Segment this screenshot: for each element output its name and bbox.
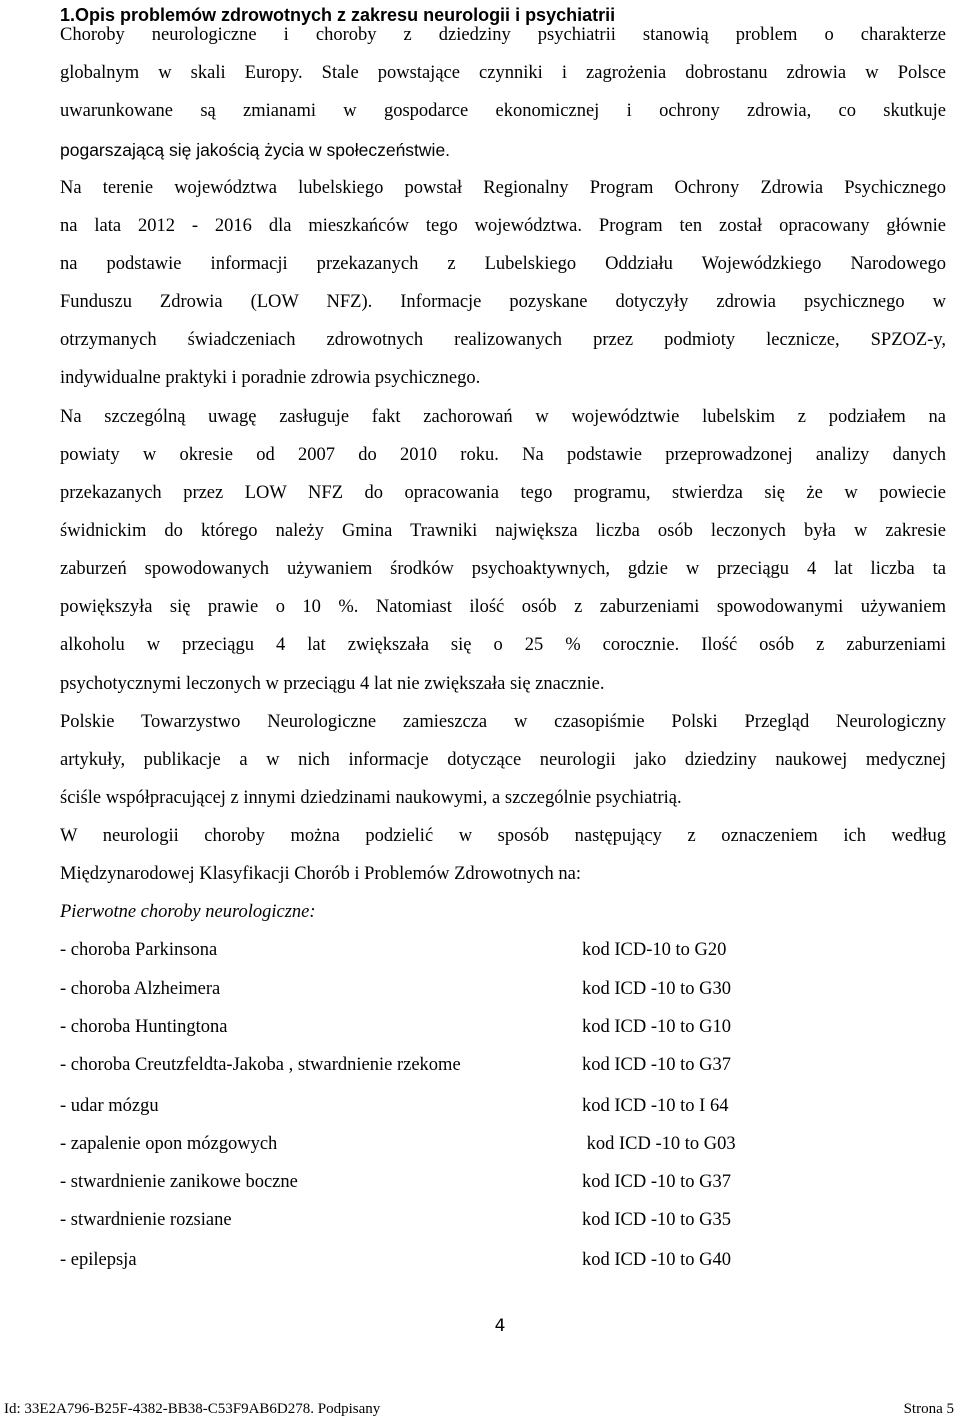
paragraph-2-line: na lata 2012 - 2016 dla mieszkańców tego województwa. Program ten został opracowany głównie — [60, 216, 946, 236]
paragraph-1-line: pogarszającą się jakością życia w społeczeństwie. — [60, 140, 451, 160]
disease-code: kod ICD -10 to G37 — [582, 1055, 732, 1075]
disease-code: kod ICD -10 to G03 — [582, 1134, 736, 1154]
disease-code: kod ICD -10 to G30 — [582, 979, 732, 999]
paragraph-2-line: otrzymanych świadczeniach zdrowotnych realizowanych przez podmioty lecznicze, SPZOZ-y, — [60, 330, 946, 350]
paragraph-2-line: indywidualne praktyki i poradnie zdrowia psychicznego. — [60, 368, 481, 388]
disease-code: kod ICD -10 to G35 — [582, 1210, 732, 1230]
paragraph-3-line: świdnickim do którego należy Gmina Trawniki największa liczba osób leczonych była w zakresie — [60, 521, 946, 541]
paragraph-1-line: uwarunkowane są zmianami w gospodarce ekonomicznej i ochrony zdrowia, co skutkuje — [60, 101, 946, 121]
paragraph-3-line: psychotycznymi leczonych w przeciągu 4 lat nie zwiększała się znacznie. — [60, 674, 605, 694]
disease-code: kod ICD -10 to G40 — [582, 1250, 732, 1270]
paragraph-2-line: Funduszu Zdrowia (LOW NFZ). Informacje pozyskane dotyczyły zdrowia psychicznego w — [60, 292, 946, 312]
disease-name: - choroba Huntingtona — [60, 1017, 228, 1037]
paragraph-1-line: globalnym w skali Europy. Stale powstające czynniki i zagrożenia dobrostanu zdrowia w Polsce — [60, 63, 946, 83]
section-heading: 1.Opis problemów zdrowotnych z zakresu neurologii i psychiatrii — [60, 5, 616, 25]
disease-name: - epilepsja — [60, 1250, 137, 1270]
page-number: 4 — [494, 1316, 506, 1336]
disease-name: - stwardnienie rozsiane — [60, 1210, 232, 1230]
paragraph-3-line: alkoholu w przeciągu 4 lat zwiększała się o 25 % corocznie. Ilość osób z zaburzeniami — [60, 635, 946, 655]
paragraph-3-line: Na szczególną uwagę zasługuje fakt zachorowań w województwie lubelskim z podziałem na — [60, 407, 946, 427]
disease-code: kod ICD -10 to I 64 — [582, 1096, 729, 1116]
disease-name: - choroba Creutzfeldta-Jakoba , stwardnienie rzekome — [60, 1055, 461, 1075]
disease-code: kod ICD-10 to G20 — [582, 940, 727, 960]
paragraph-3-line: powiaty w okresie od 2007 do 2010 roku. Na podstawie przeprowadzonej analizy danych — [60, 445, 946, 465]
footer-document-id: Id: 33E2A796-B25F-4382-BB38-C53F9AB6D278. Podpisany — [4, 1401, 381, 1417]
paragraph-4-line: ściśle współpracującej z innymi dziedzinami naukowymi, a szczególnie psychiatrią. — [60, 788, 682, 808]
disease-code: kod ICD -10 to G10 — [582, 1017, 732, 1037]
paragraph-3-line: zaburzeń spowodowanych używaniem środków psychoaktywnych, gdzie w przeciągu 4 lat liczba ta — [60, 559, 946, 579]
disease-name: - stwardnienie zanikowe boczne — [60, 1172, 298, 1192]
paragraph-3-line: przekazanych przez LOW NFZ do opracowania tego programu, stwierdza się że w powiecie — [60, 483, 946, 503]
disease-name: - zapalenie opon mózgowych — [60, 1134, 278, 1154]
list-title: Pierwotne choroby neurologiczne: — [60, 902, 316, 922]
paragraph-1-line: Choroby neurologiczne i choroby z dziedziny psychiatrii stanowią problem o charakterze — [60, 25, 946, 45]
disease-code: kod ICD -10 to G37 — [582, 1172, 732, 1192]
footer-page-label: Strona 5 — [903, 1401, 954, 1417]
disease-name: - choroba Parkinsona — [60, 940, 218, 960]
paragraph-4-line: Polskie Towarzystwo Neurologiczne zamieszcza w czasopiśmie Polski Przegląd Neurologiczny — [60, 712, 946, 732]
paragraph-5-line: Międzynarodowej Klasyfikacji Chorób i Problemów Zdrowotnych na: — [60, 864, 581, 884]
disease-name: - choroba Alzheimera — [60, 979, 221, 999]
disease-name: - udar mózgu — [60, 1096, 159, 1116]
paragraph-3-line: powiększyła się prawie o 10 %. Natomiast ilość osób z zaburzeniami spowodowanymi używaniem — [60, 597, 946, 617]
paragraph-4-line: artykuły, publikacje a w nich informacje dotyczące neurologii jako dziedziny naukowej medycznej — [60, 750, 946, 770]
paragraph-5-line: W neurologii choroby można podzielić w sposób następujący z oznaczeniem ich według — [60, 826, 946, 846]
paragraph-2-line: Na terenie województwa lubelskiego powstał Regionalny Program Ochrony Zdrowia Psychicznego — [60, 178, 946, 198]
paragraph-2-line: na podstawie informacji przekazanych z Lubelskiego Oddziału Wojewódzkiego Narodowego — [60, 254, 946, 274]
